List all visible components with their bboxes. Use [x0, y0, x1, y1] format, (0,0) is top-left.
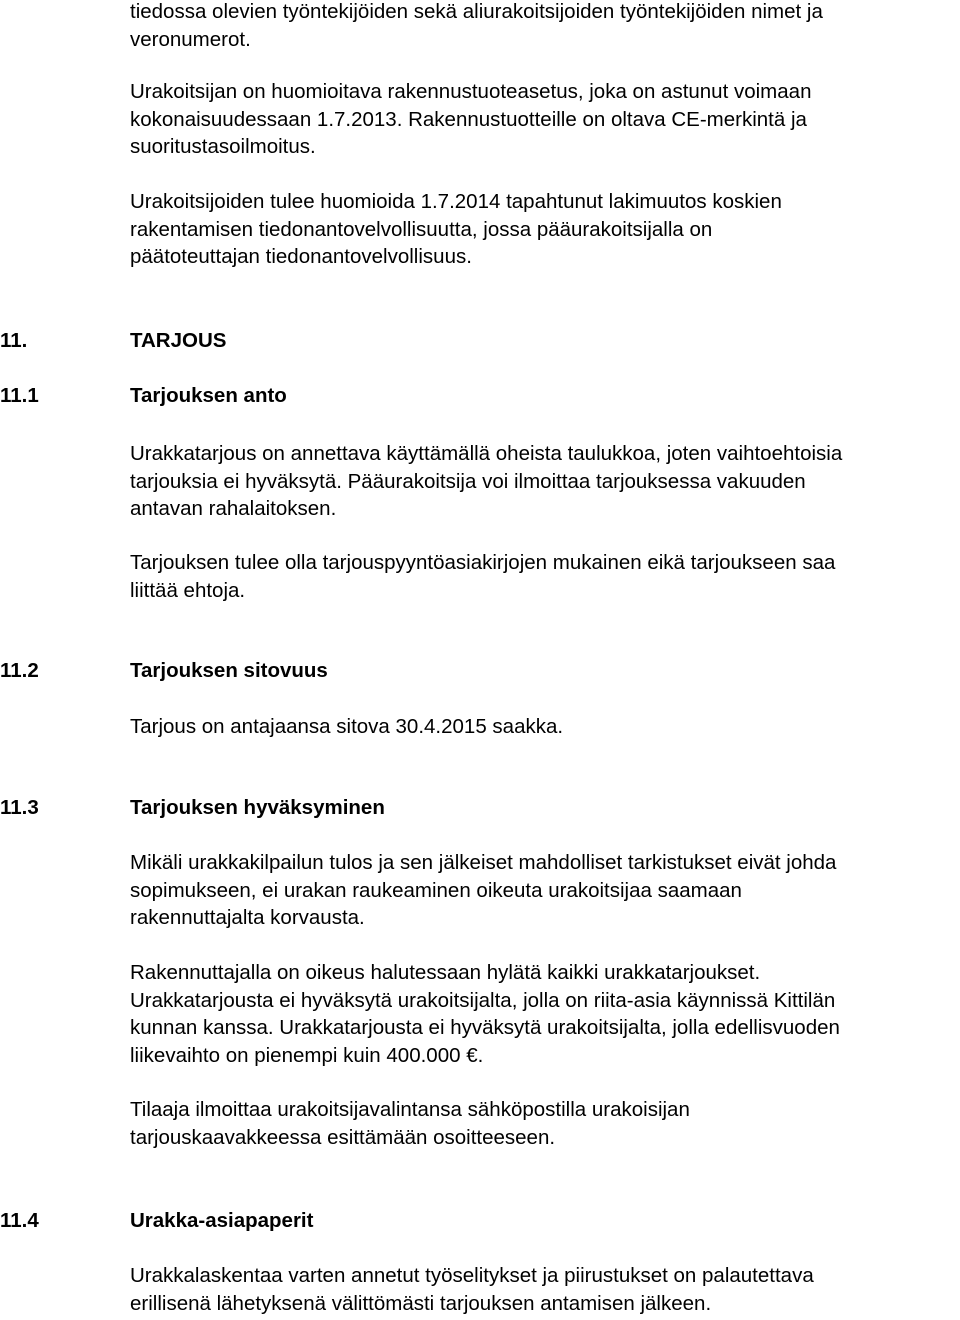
text-line: rakentamisen tiedonantovelvollisuutta, jossa pääurakoitsijalla on	[130, 217, 713, 241]
text-line: liikevaihto on pienempi kuin 400.000 €.	[130, 1043, 484, 1067]
text-line: antavan rahalaitoksen.	[130, 497, 337, 520]
text-line: Rakennuttajalla on oikeus halutessaan hylätä kaikki urakkatarjoukset.	[130, 961, 761, 984]
text-line: Urakoitsijan on huomioitava rakennustuoteasetus, joka on astunut voimaan	[130, 80, 812, 103]
paragraph-rejection-rules	[130, 959, 956, 1069]
paragraph-no-compensation	[130, 849, 956, 932]
text-line: tarjouksia ei hyväksytä. Pääurakoitsija voi ilmoittaa tarjouksessa vakuuden	[130, 469, 806, 493]
section-heading-11-2	[0, 656, 960, 686]
section-number: 11.	[0, 329, 28, 352]
text-line: erillisenä lähetyksenä välittömästi tarjouksen antamisen jälkeen.	[130, 1291, 712, 1315]
section-title: Tarjouksen hyväksyminen	[130, 796, 385, 819]
text-line: tiedossa olevien työntekijöiden sekä aliurakoitsijoiden työntekijöiden nimet ja	[130, 0, 823, 23]
section-heading-11-3	[0, 793, 960, 823]
section-title: Urakka-asiapaperit	[130, 1209, 314, 1232]
section-title: TARJOUS	[130, 329, 227, 352]
paragraph-offer-conformity	[130, 549, 956, 604]
section-number: 11.3	[0, 796, 39, 819]
section-number: 11.2	[0, 659, 39, 682]
text-line: Urakkatarjous on annettava käyttämällä oheista taulukkoa, joten vaihtoehtoisia	[130, 442, 843, 465]
paragraph-construction-products	[130, 78, 956, 161]
section-heading-11-1	[0, 381, 960, 411]
section-number: 11.4	[0, 1209, 39, 1232]
paragraph-return-documents	[130, 1262, 956, 1317]
text-line: Urakkalaskentaa varten annetut työselitykset ja piirustukset on palautettava	[130, 1264, 814, 1287]
section-title: Tarjouksen anto	[130, 384, 287, 407]
paragraph-offer-validity	[130, 713, 956, 741]
paragraph-notification	[130, 1096, 956, 1151]
text-line: rakennuttajalta korvausta.	[130, 906, 365, 929]
paragraph-law-change	[130, 188, 956, 271]
section-heading-11	[0, 326, 960, 356]
text-line: suoritustasoilmoitus.	[130, 135, 316, 158]
paragraph-employee-names	[130, 0, 956, 53]
text-line: tarjouskaavakkeessa esittämään osoitteeseen.	[130, 1125, 556, 1149]
text-line: Urakoitsijoiden tulee huomioida 1.7.2014 tapahtunut lakimuutos koskien	[130, 190, 782, 213]
text-line: Tarjous on antajaansa sitova 30.4.2015 saakka.	[130, 715, 564, 738]
text-line: päätoteuttajan tiedonantovelvollisuus.	[130, 245, 472, 268]
text-line: Urakkatarjousta ei hyväksytä urakoitsijalta, jolla on riita-asia käynnissä Kittilän	[130, 988, 836, 1012]
text-line: kokonaisuudessaan 1.7.2013. Rakennustuotteille on oltava CE-merkintä ja	[130, 107, 807, 131]
text-line: liittää ehtoja.	[130, 578, 246, 602]
paragraph-offer-form	[130, 440, 956, 523]
section-heading-11-4	[0, 1206, 960, 1236]
text-line: Mikäli urakkakilpailun tulos ja sen jälkeiset mahdolliset tarkistukset eivät johda	[130, 851, 837, 874]
section-number: 11.1	[0, 384, 39, 407]
text-line: Tilaaja ilmoittaa urakoitsijavalintansa sähköpostilla urakoisijan	[130, 1098, 690, 1121]
text-line: Tarjouksen tulee olla tarjouspyyntöasiakirjojen mukainen eikä tarjoukseen saa	[130, 551, 836, 574]
text-line: veronumerot.	[130, 27, 251, 51]
section-title: Tarjouksen sitovuus	[130, 659, 328, 682]
text-line: kunnan kanssa. Urakkatarjousta ei hyväksytä urakoitsijalta, jolla edellisvuoden	[130, 1016, 840, 1039]
text-line: sopimukseen, ei urakan raukeaminen oikeuta urakoitsijaa saamaan	[130, 878, 742, 902]
